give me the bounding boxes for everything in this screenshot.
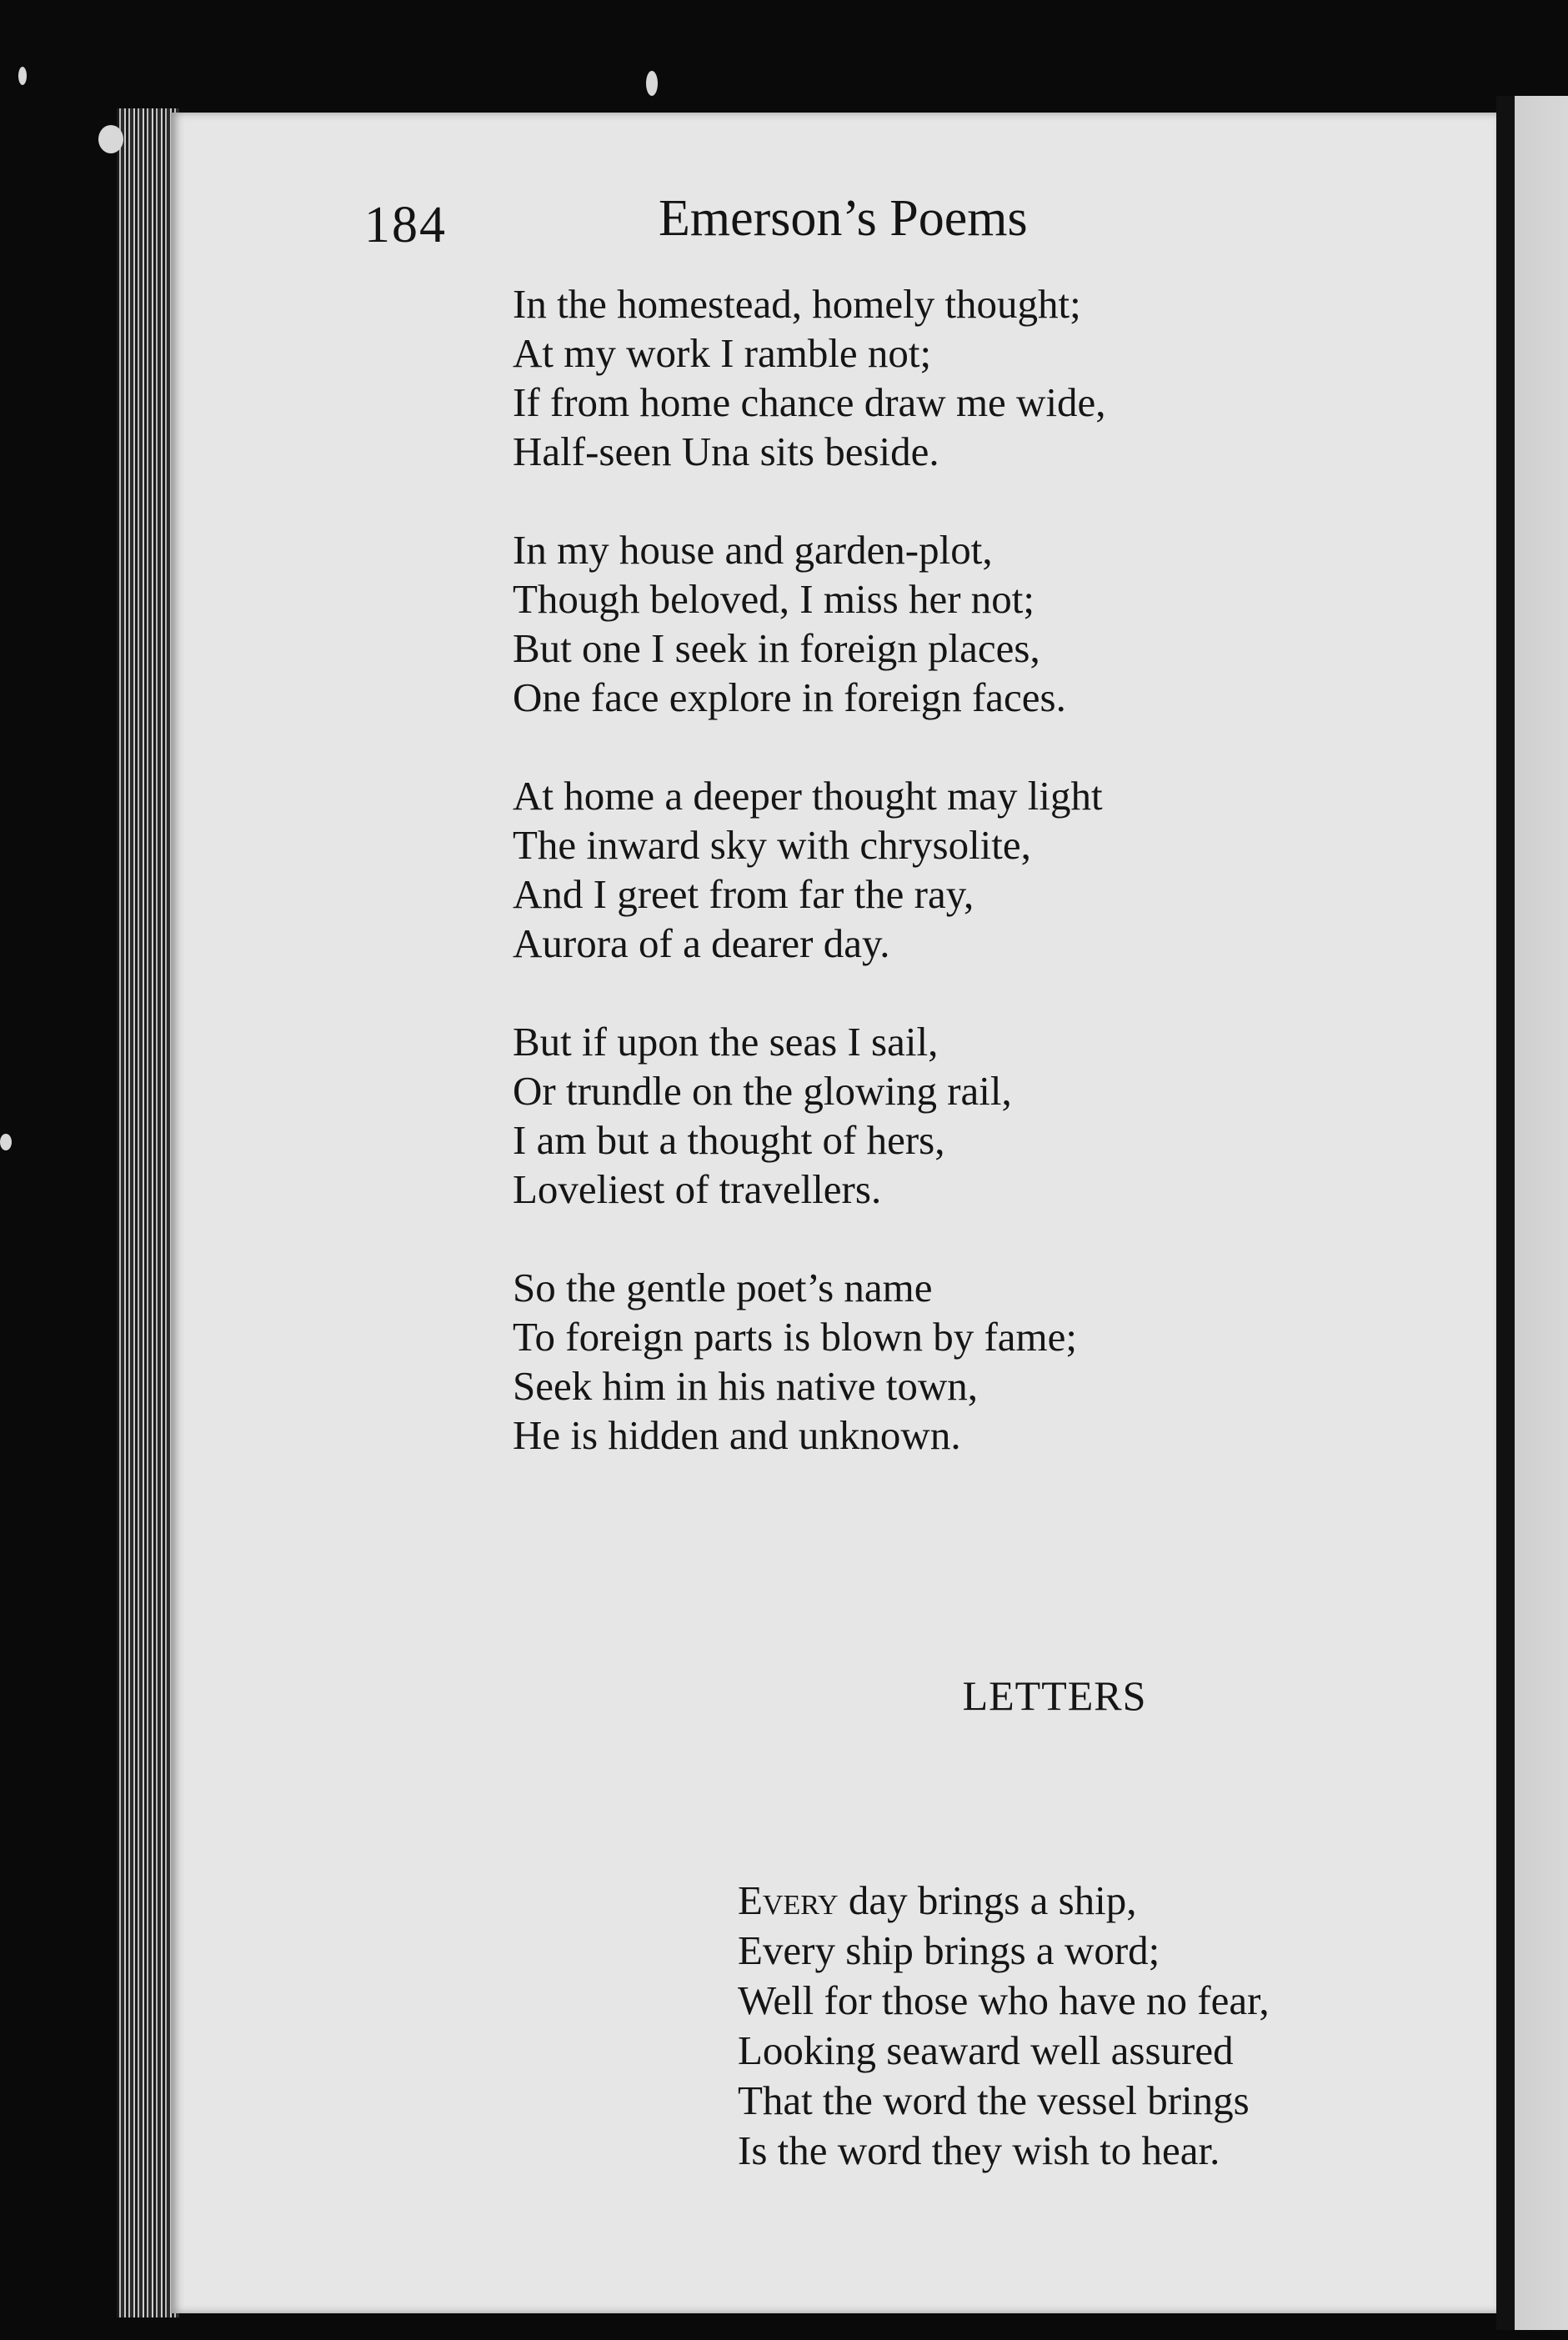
verse-line: At home a deeper thought may light — [513, 773, 1103, 819]
verse-line: In my house and garden-plot, — [513, 527, 993, 573]
verse-line: Or trundle on the glowing rail, — [513, 1068, 1012, 1114]
scan-speck — [18, 67, 27, 85]
verse-line: That the word the vessel brings — [738, 2077, 1250, 2123]
stanza — [513, 1017, 1513, 1214]
scan-speck — [98, 125, 123, 153]
verse-line: Well for those who have no fear, — [738, 1977, 1270, 2023]
verse-line: He is hidden and unknown. — [513, 1412, 961, 1458]
verse-line: Seek him in his native town, — [513, 1363, 978, 1409]
verse-line: Is the word they wish to hear. — [738, 2127, 1220, 2173]
verse-line: To foreign parts is blown by fame; — [513, 1314, 1077, 1360]
verse-line: I am but a thought of hers, — [513, 1117, 945, 1163]
verse-line: At my work I ramble not; — [513, 330, 932, 376]
verse-line: Half-seen Una sits beside. — [513, 428, 939, 474]
stanza — [513, 1263, 1513, 1460]
letters-poem — [738, 1876, 1270, 2176]
stanza — [513, 279, 1513, 476]
verse-line-rest: day brings a ship, — [838, 1877, 1137, 1923]
verse-line — [738, 1876, 1270, 1926]
stanza — [513, 525, 1513, 722]
verse-line: One face explore in foreign faces. — [513, 674, 1066, 720]
drop-word: Every — [738, 1877, 839, 1923]
stanza — [513, 771, 1513, 968]
verse-line: Loveliest of travellers. — [513, 1166, 882, 1212]
verse-line: Aurora of a dearer day. — [513, 920, 890, 966]
page-number: 184 — [364, 197, 447, 253]
poem-title: LETTERS — [962, 1672, 1147, 1719]
verse-line: The inward sky with chrysolite, — [513, 822, 1031, 868]
verse-line: And I greet from far the ray, — [513, 871, 974, 917]
scan-speck — [0, 1134, 12, 1150]
running-head: Emerson’s Poems — [659, 190, 1028, 247]
verse-line: Looking seaward well assured — [738, 2027, 1234, 2073]
book-page — [171, 113, 1496, 2313]
verse-line: But one I seek in foreign places, — [513, 625, 1040, 671]
verse-line: If from home chance draw me wide, — [513, 379, 1106, 425]
verse-line: So the gentle poet’s name — [513, 1265, 933, 1310]
poem-continued — [513, 279, 1513, 1509]
verse-line: Every ship brings a word; — [738, 1927, 1160, 1973]
verse-line: In the homestead, homely thought; — [513, 281, 1081, 327]
verse-line: Though beloved, I miss her not; — [513, 576, 1035, 622]
page-edge-stack — [117, 108, 179, 2317]
scan-speck — [646, 71, 658, 96]
verse-line: But if upon the seas I sail, — [513, 1019, 939, 1065]
